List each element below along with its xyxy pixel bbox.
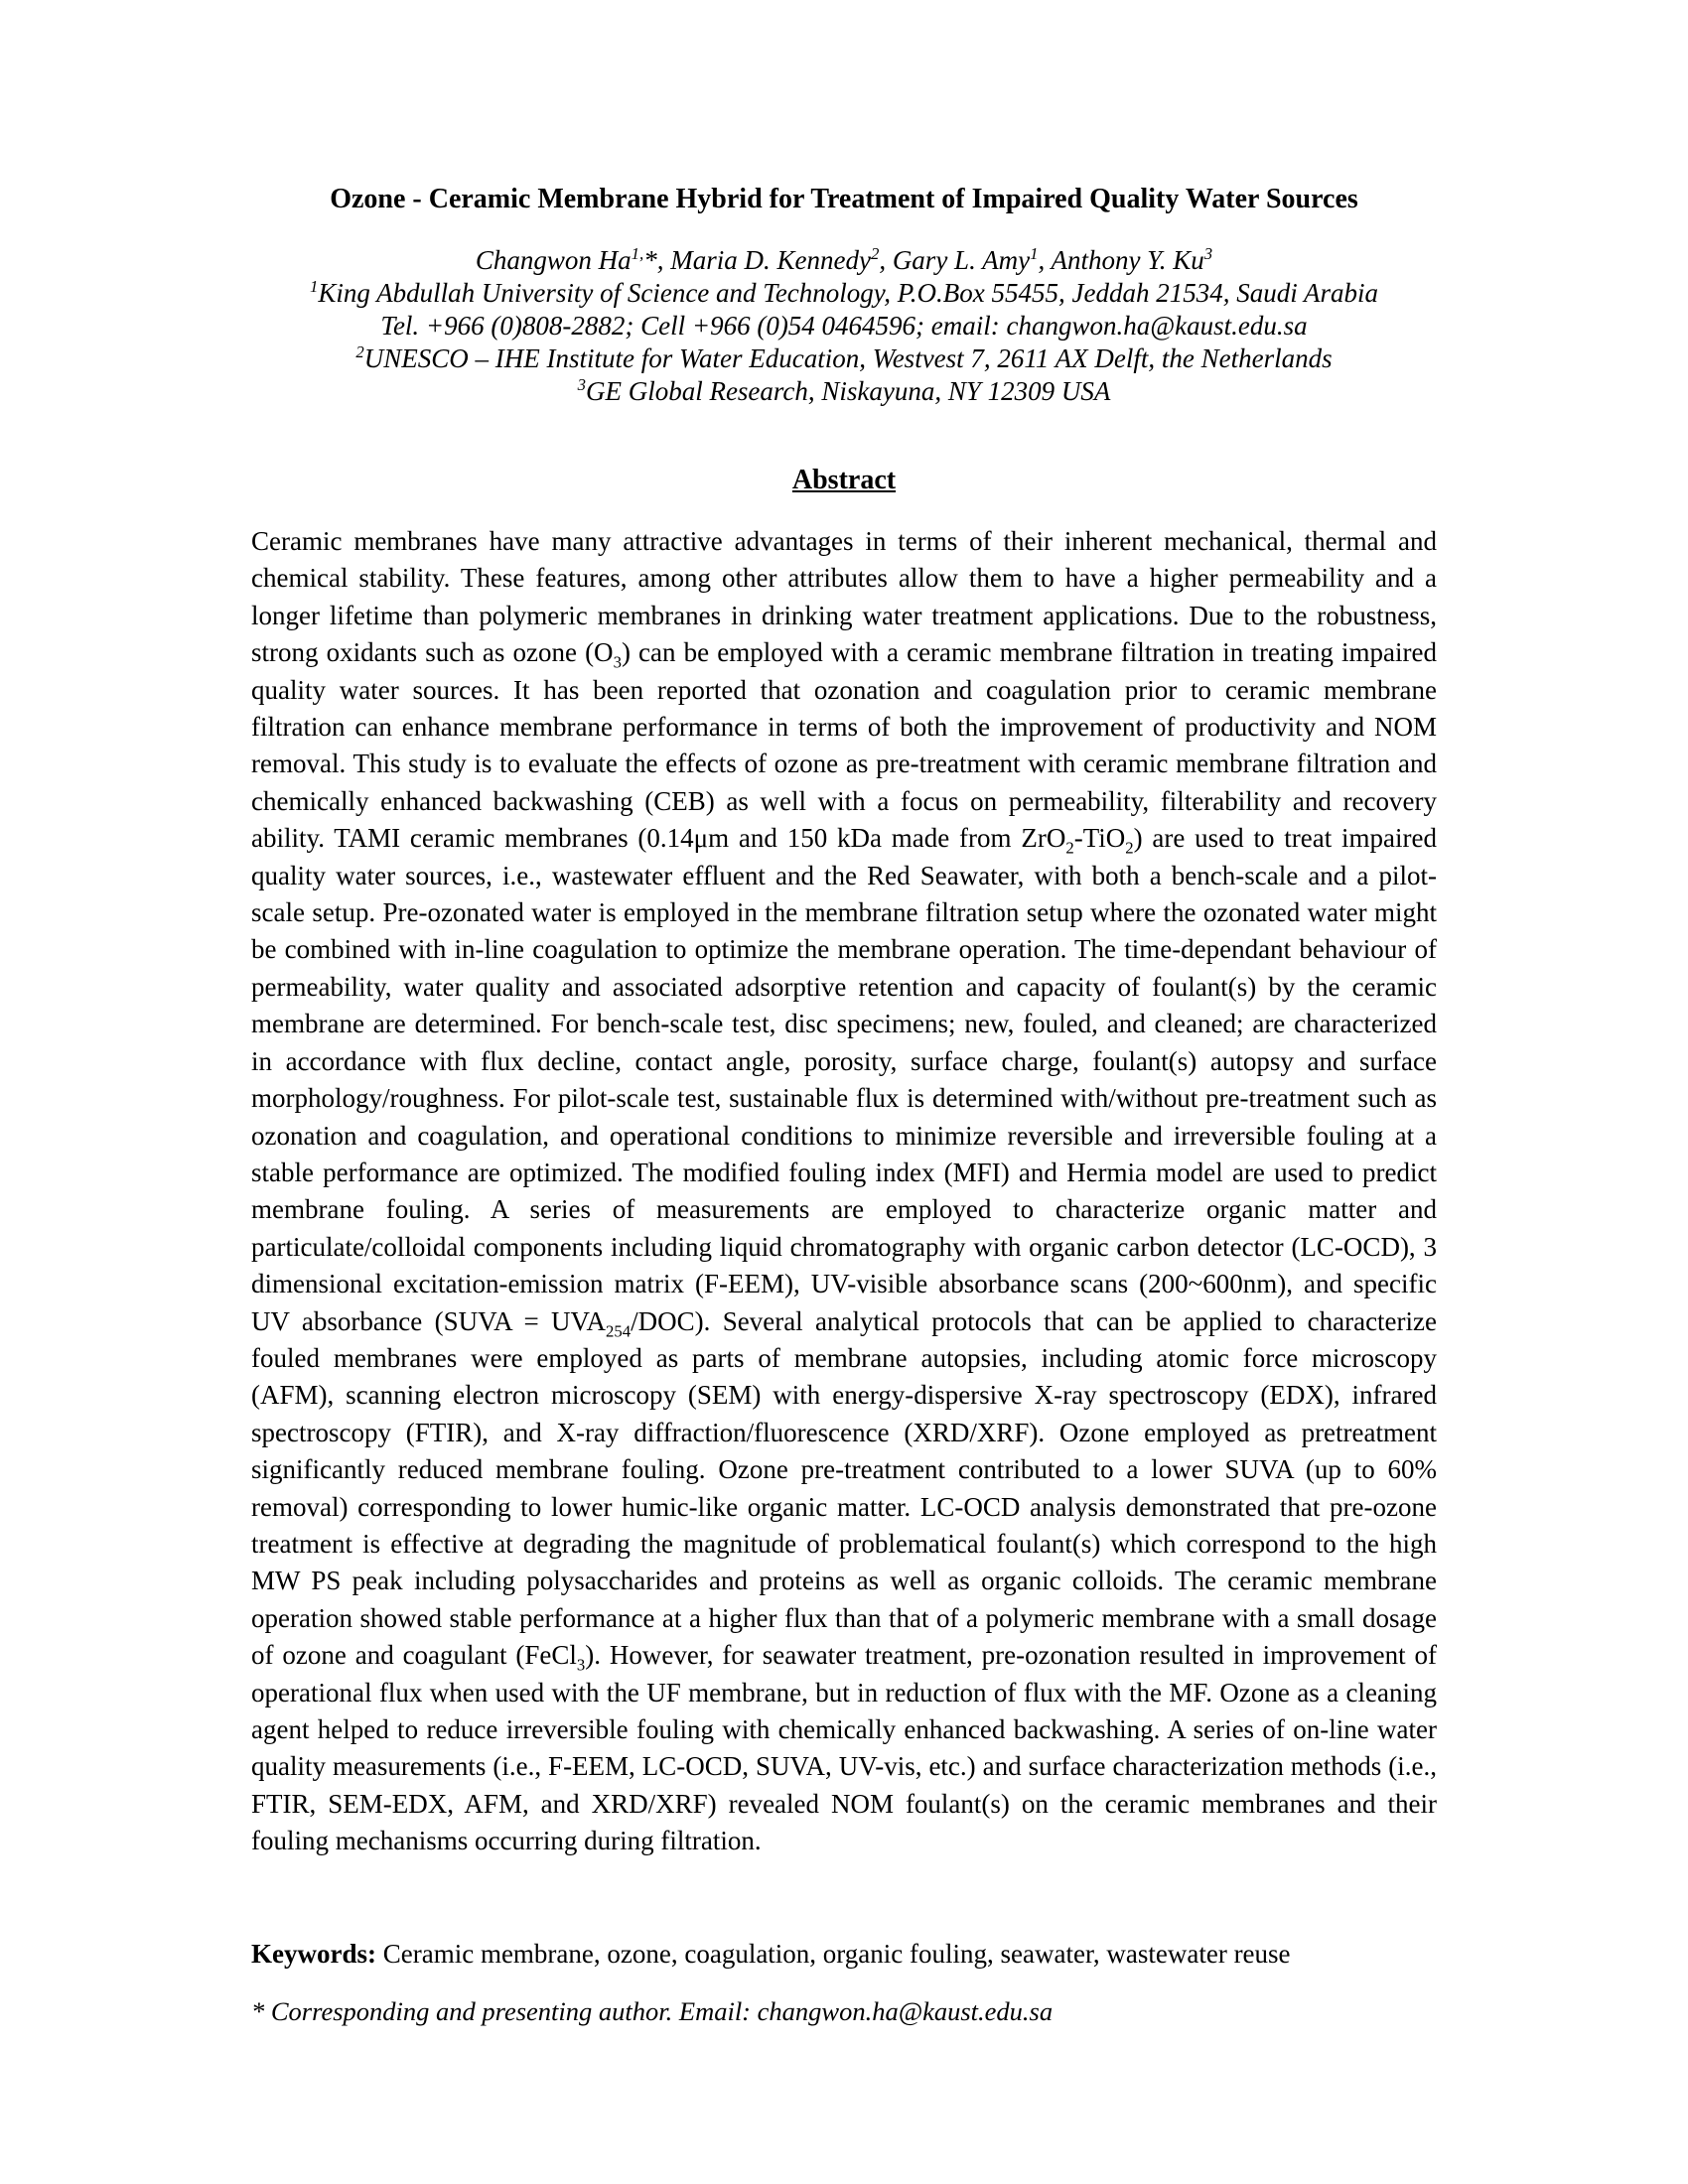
document-page bbox=[251, 0, 1437, 2028]
corresponding-author-note: * Corresponding and presenting author. Email: changwon.ha@kaust.edu.sa bbox=[251, 1995, 1054, 2026]
affiliation-line-kaust: $^1$King Abdullah University of Science and Technology, P.O.Box 55455, Jeddah 21534, Saudi Arabia bbox=[309, 277, 1379, 308]
abstract-paragraph: Ceramic membranes have many attractive advantages in terms of their inherent mechanical, thermal and chemical stability. These features, among other attributes allow them to have a higher permeability and a longer lifetime than polymeric membranes in drinking water treatment applications. Due to the robustness, strong oxidants such as ozone $(O_3)$ can be employed with a ceramic membrane filtration in treating impaired quality water sources. It has been reported that ozonation and coagulation prior to ceramic membrane filtration can enhance membrane performance in terms of both the improvement of productivity and NOM removal. This study is to evaluate the effects of ozone as pre-treatment with ceramic membrane filtration and chemically enhanced backwashing (CEB) as well with a focus on permeability, filterability and recovery ability. TAMI ceramic membranes (0.14μm and 150 kDa made from ZrO$_2$-TiO$_2$) are used to treat impaired quality water sources, i.e., wastewater effluent and the Red Seawater, with both a bench-scale and a pilot-scale setup. Pre-ozonated water is employed in the membrane filtration setup where the ozonated water might be combined with in-line coagulation to optimize the membrane operation. The time-dependant behaviour of permeability, water quality and associated adsorptive retention and capacity of foulant(s) by the ceramic membrane are determined. For bench-scale test, disc specimens; new, fouled, and cleaned; are characterized in accordance with flux decline, contact angle, porosity, surface charge, foulant(s) autopsy and surface morphology/roughness. For pilot-scale test, sustainable flux is determined with/without pre-treatment such as ozonation and coagulation, and operational conditions to minimize reversible and irreversible fouling at a stable performance are optimized. The modified fouling index (MFI) and Hermia model are used to predict membrane fouling. A series of measurements are employed to characterize organic matter and particulate/colloidal components including liquid chromatography with organic carbon detector (LC-OCD), 3 dimensional excitation-emission matrix (F-EEM), UV-visible absorbance scans (200~600nm), and specific UV absorbance (SUVA = $UVA_{254}/DOC$). Several analytical protocols that can be applied to characterize fouled membranes were employed as parts of membrane autopsies, including atomic force microscopy (AFM), scanning electron microscopy (SEM) with energy-dispersive X-ray spectroscopy (EDX), infrared spectroscopy (FTIR), and X-ray diffraction/fluorescence (XRD/XRF). Ozone employed as pretreatment significantly reduced membrane fouling. Ozone pre-treatment contributed to a lower SUVA (up to 60% removal) corresponding to lower humic-like organic matter. LC-OCD analysis demonstrated that pre-ozone treatment is effective at degrading the magnitude of problematical foulant(s) which correspond to the high MW PS peak including polysaccharides and proteins as well as organic colloids. The ceramic membrane operation showed stable performance at a higher flux than that of a polymeric membrane with a small dosage of ozone and coagulant (FeCl$_3$). However, for seawater treatment, pre-ozonation resulted in improvement of operational flux when used with the UF membrane, but in reduction of flux with the MF. Ozone as a cleaning agent helped to reduce irreversible fouling with chemically enhanced backwashing. A series of on-line water quality measurements (i.e., F-EEM, LC-OCD, SUVA, UV-vis, etc.) and surface characterization methods (i.e., FTIR, SEM-EDX, AFM, and XRD/XRF) revealed NOM foulant(s) on the ceramic membranes and their fouling mechanisms occurring during filtration. bbox=[251, 526, 1438, 1856]
keywords-line: Keywords: Ceramic membrane, ozone, coagulation, organic fouling, seawater, wastewater reuse bbox=[251, 1938, 1291, 1969]
author-affiliation-block bbox=[251, 244, 1437, 408]
abstract-heading: Abstract bbox=[791, 465, 897, 495]
paper-title: Ozone - Ceramic Membrane Hybrid for Treatment of Impaired Quality Water Sources bbox=[330, 184, 1358, 214]
contact-line: Tel. +966 (0)808-2882; Cell +966 (0)54 0464596; email: changwon.ha@kaust.edu.sa bbox=[380, 311, 1308, 341]
affiliation-line-ge: $^3$GE Global Research, Niskayuna, NY 12309 USA bbox=[577, 375, 1111, 406]
affiliation-line-unesco: $^2$UNESCO – IHE Institute for Water Education, Westvest 7, 2611 AX Delft, the Netherlands bbox=[355, 342, 1333, 373]
abstract-section-header bbox=[251, 464, 1437, 497]
authors-line: Changwon $Ha^{1,}*$, Maria D. Kennedy$^2$, Gary L. Amy$^1$, Anthony Y. Ku$^3$ bbox=[475, 244, 1213, 275]
